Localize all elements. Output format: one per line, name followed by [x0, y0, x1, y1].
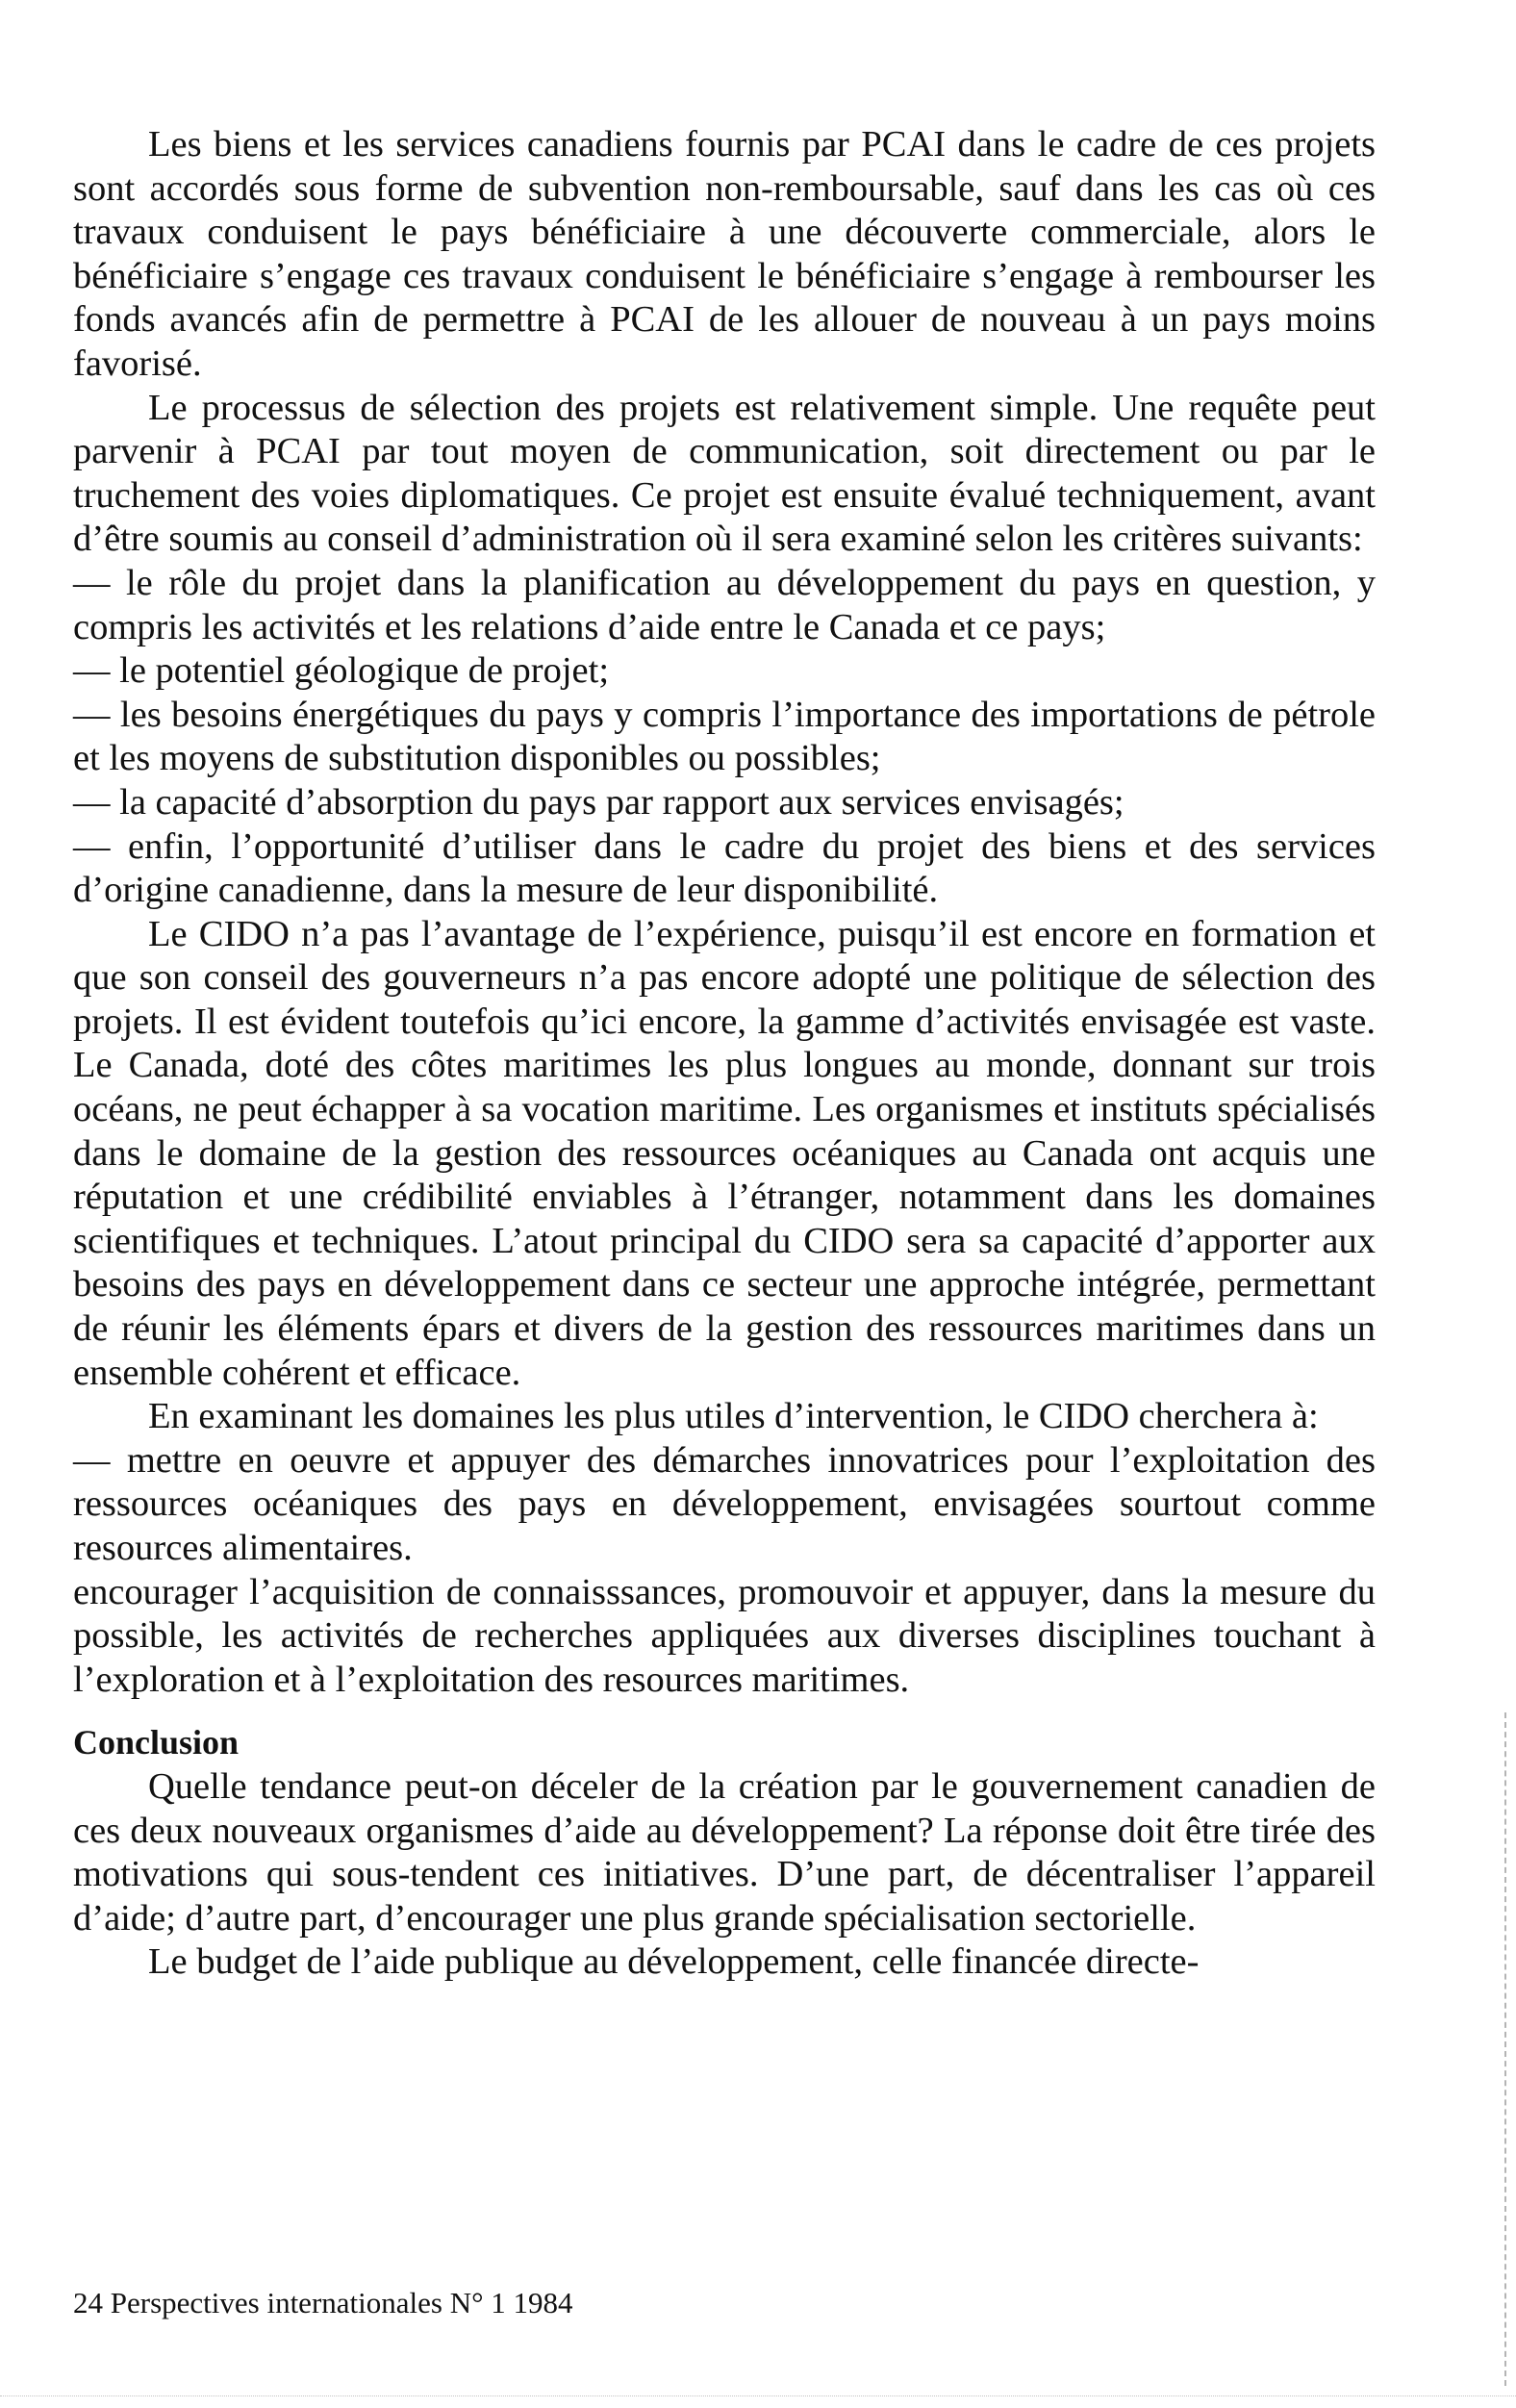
paragraph-cido: Le CIDO n’a pas l’avantage de l’expérience, puisqu’il est encore en formation et que son conseil des gouverneurs n’a pas encore adopté une politique de sélection des projets. Il est évident toutefois qu’ici encore, la gamme d’activités envisagée est vaste. Le Canada, doté des côtes maritimes les plus longues au monde, donnant sur trois océans, ne peut échapper à sa vocation maritime. Les organismes et instituts spécialisés dans le domaine de la gestion des ressources océaniques au Canada ont acquis une réputation et une crédibilité enviables à l’étranger, notamment dans les domaines scientifiques et techniques. L’atout principal du CIDO sera sa capacité d’apporter aux besoins des pays en développement dans ce secteur une approche intégrée, permettant de réunir les éléments épars et divers de la gestion des ressources maritimes dans un ensemble cohérent et efficace.	[73, 913, 1376, 1393]
criteria-item-geology: — le potentiel géologique de projet;	[73, 650, 610, 692]
paragraph-selection-process: Le processus de sélection des projets est relativement simple. Une requête peut parvenir à PCAI par tout moyen de communication, soit directement ou par le truchement des voies diplomatiques. Ce projet est ensuite évalué techniquement, avant d’être soumis au conseil d’administration où il sera examiné selon les critères suivants:	[73, 387, 1376, 560]
criteria-item-canadian-goods: — enfin, l’opportunité d’utiliser dans le cadre du projet des biens et des services d’origine canadienne, dans la mesure de leur disponibilité.	[73, 825, 1376, 911]
criteria-item-energy: — les besoins énergétiques du pays y compris l’importance des importations de pétrole et les moyens de substitution disponibles ou possibles;	[73, 694, 1376, 779]
cido-item-knowledge: encourager l’acquisition de connaisssances, promouvoir et appuyer, dans la mesure du possible, les activités de recherches appliquées aux diverses disciplines touchant à l’exploration et à l’exploitation des resources maritimes.	[73, 1571, 1376, 1700]
cido-item-innovation: — mettre en oeuvre et appuyer des démarches innovatrices pour l’exploitation des ressources océaniques des pays en développement, envisagées sourtout comme resources alimentaires.	[73, 1439, 1376, 1568]
criteria-item-role: — le rôle du projet dans la planification au développement du pays en question, y compris les activités et les relations d’aide entre le Canada et ce pays;	[73, 562, 1376, 647]
paragraph-conclusion-trend: Quelle tendance peut-on déceler de la création par le gouvernement canadien de ces deux nouveaux organismes d’aide au développement? La réponse doit être tirée des motivations qui sous-tendent ces initiatives. D’une part, de décentraliser l’appareil d’aide; d’autre part, d’encourager une plus grande spécialisation sectorielle.	[73, 1765, 1376, 1939]
paragraph-conclusion-budget: Le budget de l’aide publique au développement, celle financée directe-	[148, 1941, 1200, 1983]
document-page	[73, 123, 1376, 1985]
paragraph-pcai-goods: Les biens et les services canadiens fournis par PCAI dans le cadre de ces projets sont accordés sous forme de subvention non-remboursable, sauf dans les cas où ces travaux conduisent le pays bénéficiaire à une découverte commerciale, alors le bénéficiaire s’engage ces travaux conduisent le bénéficiaire s’engage à rembourser les fonds avancés afin de permettre à PCAI de les allouer de nouveau à un pays moins favorisé.	[73, 124, 1376, 384]
criteria-item-absorption: — la capacité d’absorption du pays par rapport aux services envisagés;	[73, 781, 1124, 823]
scan-edge-bottom	[0, 2395, 1516, 2398]
paragraph-cido-domains: En examinant les domaines les plus utiles d’intervention, le CIDO cherchera à:	[148, 1396, 1319, 1437]
scan-edge-right	[1504, 1712, 1510, 2386]
section-heading-conclusion: Conclusion	[73, 1723, 240, 1762]
page-footer: 24 Perspectives internationales N° 1 1984	[73, 2286, 573, 2319]
